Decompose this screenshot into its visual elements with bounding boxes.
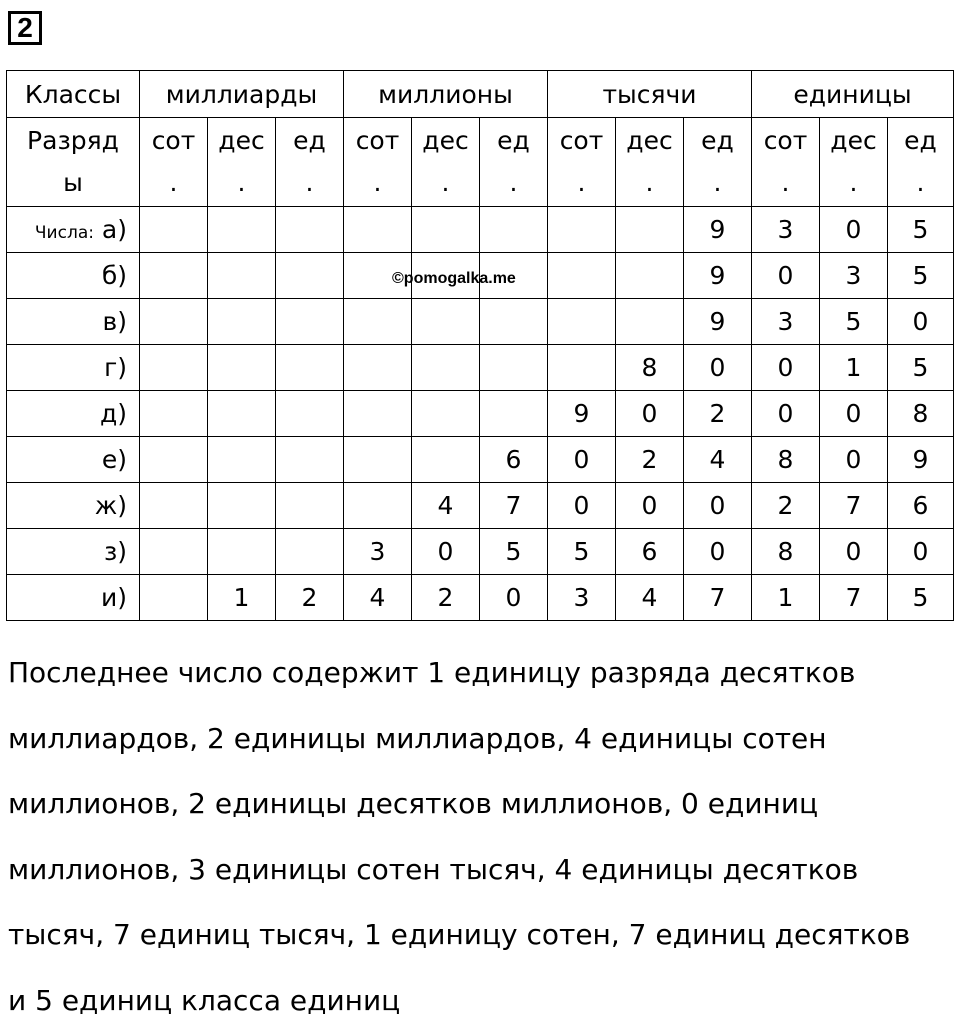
digit-cell xyxy=(208,253,276,299)
digit-cell xyxy=(548,253,616,299)
digit-cell xyxy=(616,253,684,299)
digit-cell: 4 xyxy=(684,437,752,483)
ranks-label xyxy=(7,118,140,207)
digit-cell: 0 xyxy=(412,529,480,575)
watermark-text: ©pomogalka.me xyxy=(392,270,516,288)
digit-cell xyxy=(208,529,276,575)
digit-cell xyxy=(344,207,412,253)
digit-cell: 9 xyxy=(548,391,616,437)
number-row-label xyxy=(7,345,140,391)
digit-cell xyxy=(140,299,208,345)
digit-cell: 7 xyxy=(684,575,752,621)
digit-cell: 5 xyxy=(888,253,954,299)
digit-cell: 5 xyxy=(820,299,888,345)
digit-cell xyxy=(276,253,344,299)
digit-cell xyxy=(548,207,616,253)
digit-cell: 1 xyxy=(820,345,888,391)
rank-header-cell xyxy=(208,118,276,207)
rank-abbrev-dot: . xyxy=(752,162,819,204)
digit-cell: 3 xyxy=(344,529,412,575)
digit-cell: 0 xyxy=(480,575,548,621)
digit-cell xyxy=(412,391,480,437)
numbers-prefix: Числа: xyxy=(35,223,94,243)
digit-cell xyxy=(208,437,276,483)
digit-cell: 4 xyxy=(344,575,412,621)
digit-cell: 2 xyxy=(752,483,820,529)
digit-cell: 8 xyxy=(616,345,684,391)
digit-cell xyxy=(412,437,480,483)
rank-abbrev: сот xyxy=(548,120,615,162)
rank-abbrev-dot: . xyxy=(820,162,887,204)
digit-cell: 0 xyxy=(820,391,888,437)
digit-cell xyxy=(412,207,480,253)
classes-header-row xyxy=(7,71,954,118)
digit-cell: 6 xyxy=(888,483,954,529)
digit-cell xyxy=(412,299,480,345)
row-letter: ж) xyxy=(95,491,127,520)
digit-cell: 7 xyxy=(480,483,548,529)
number-row xyxy=(7,483,954,529)
rank-header-cell xyxy=(820,118,888,207)
rank-abbrev-dot: . xyxy=(888,162,953,204)
digit-cell: 1 xyxy=(208,575,276,621)
rank-abbrev-dot: . xyxy=(344,162,411,204)
digit-cell: 7 xyxy=(820,575,888,621)
rank-header-cell xyxy=(412,118,480,207)
class-billions: миллиарды xyxy=(140,71,344,118)
digit-cell: 2 xyxy=(412,575,480,621)
digit-cell: 0 xyxy=(616,391,684,437)
digit-cell: 3 xyxy=(752,299,820,345)
class-thousands: тысячи xyxy=(548,71,752,118)
digit-cell: 0 xyxy=(752,253,820,299)
number-row-label xyxy=(7,299,140,345)
rank-header-cell xyxy=(888,118,954,207)
digit-cell: 1 xyxy=(752,575,820,621)
number-row xyxy=(7,437,954,483)
row-letter: з) xyxy=(104,537,127,566)
rank-header-cell xyxy=(616,118,684,207)
number-row-label xyxy=(7,529,140,575)
digit-cell xyxy=(276,345,344,391)
class-millions: миллионы xyxy=(344,71,548,118)
paragraph-line: и 5 единиц класса единиц xyxy=(8,968,953,1033)
digit-cell: 0 xyxy=(548,483,616,529)
digit-cell xyxy=(140,483,208,529)
digit-cell xyxy=(276,529,344,575)
number-row xyxy=(7,345,954,391)
rank-abbrev-dot: . xyxy=(616,162,683,204)
digit-cell: 0 xyxy=(684,483,752,529)
digit-cell: 0 xyxy=(684,529,752,575)
number-row-label xyxy=(7,207,140,253)
digit-cell: 5 xyxy=(480,529,548,575)
rank-abbrev: дес xyxy=(208,120,275,162)
digit-cell: 0 xyxy=(752,345,820,391)
row-letter: в) xyxy=(103,307,128,336)
digit-cell xyxy=(548,299,616,345)
digit-cell: 4 xyxy=(412,483,480,529)
digit-cell: 5 xyxy=(888,345,954,391)
number-row xyxy=(7,299,954,345)
digit-cell xyxy=(140,437,208,483)
rank-header-cell xyxy=(276,118,344,207)
rank-abbrev: ед xyxy=(684,120,751,162)
paragraph-line: миллионов, 3 единицы сотен тысяч, 4 единицы десятков xyxy=(8,837,953,903)
rank-abbrev-dot: . xyxy=(684,162,751,204)
digit-cell xyxy=(140,529,208,575)
row-letter: б) xyxy=(102,261,127,290)
digit-cell xyxy=(140,207,208,253)
digit-cell: 5 xyxy=(548,529,616,575)
rank-abbrev: ед xyxy=(888,120,953,162)
digit-cell: 9 xyxy=(684,253,752,299)
number-row-label xyxy=(7,483,140,529)
digit-cell: 9 xyxy=(684,299,752,345)
place-value-table xyxy=(6,70,954,621)
number-row xyxy=(7,207,954,253)
digit-cell xyxy=(480,299,548,345)
digit-cell: 8 xyxy=(752,529,820,575)
digit-cell xyxy=(140,253,208,299)
digit-cell: 8 xyxy=(752,437,820,483)
digit-cell: 0 xyxy=(820,437,888,483)
explanation-paragraph xyxy=(8,640,953,1033)
digit-cell xyxy=(276,391,344,437)
row-letter: д) xyxy=(100,399,127,428)
digit-cell: 8 xyxy=(888,391,954,437)
rank-abbrev-dot: . xyxy=(208,162,275,204)
rank-abbrev: сот xyxy=(344,120,411,162)
number-row-label xyxy=(7,253,140,299)
rank-abbrev: ед xyxy=(480,120,547,162)
number-row-label xyxy=(7,391,140,437)
rank-header-cell xyxy=(140,118,208,207)
digit-cell xyxy=(208,299,276,345)
number-row-label xyxy=(7,437,140,483)
task-number-badge: 2 xyxy=(8,11,42,45)
digit-cell: 9 xyxy=(888,437,954,483)
digit-cell: 3 xyxy=(820,253,888,299)
digit-cell: 0 xyxy=(888,299,954,345)
class-units: единицы xyxy=(752,71,954,118)
row-letter: а) xyxy=(102,215,127,244)
digit-cell: 0 xyxy=(752,391,820,437)
digit-cell: 5 xyxy=(888,207,954,253)
rank-header-cell xyxy=(548,118,616,207)
paragraph-line: тысяч, 7 единиц тысяч, 1 единицу сотен, 7 единиц десятков xyxy=(8,902,953,968)
number-row-label xyxy=(7,575,140,621)
ranks-label-part: ы xyxy=(7,162,139,204)
rank-abbrev-dot: . xyxy=(140,162,207,204)
digit-cell: 5 xyxy=(888,575,954,621)
rank-abbrev: дес xyxy=(412,120,479,162)
rank-header-cell xyxy=(480,118,548,207)
rank-abbrev-dot: . xyxy=(412,162,479,204)
paragraph-line: миллиардов, 2 единицы миллиардов, 4 единицы сотен xyxy=(8,706,953,772)
digit-cell: 2 xyxy=(616,437,684,483)
digit-cell xyxy=(208,345,276,391)
ranks-header-row xyxy=(7,118,954,207)
paragraph-line: Последнее число содержит 1 единицу разряда десятков xyxy=(8,640,953,706)
rank-abbrev-dot: . xyxy=(548,162,615,204)
digit-cell xyxy=(344,299,412,345)
digit-cell: 7 xyxy=(820,483,888,529)
digit-cell xyxy=(140,575,208,621)
number-row xyxy=(7,575,954,621)
row-letter: и) xyxy=(101,583,127,612)
digit-cell: 0 xyxy=(820,529,888,575)
digit-cell xyxy=(208,483,276,529)
digit-cell: 0 xyxy=(820,207,888,253)
digit-cell xyxy=(208,391,276,437)
digit-cell: 0 xyxy=(616,483,684,529)
digit-cell: 3 xyxy=(548,575,616,621)
row-letter: е) xyxy=(102,445,127,474)
digit-cell xyxy=(208,207,276,253)
digit-cell xyxy=(344,437,412,483)
paragraph-line: миллионов, 2 единицы десятков миллионов, 0 единиц xyxy=(8,771,953,837)
digit-cell: 6 xyxy=(616,529,684,575)
number-row xyxy=(7,391,954,437)
ranks-label-part: Разряд xyxy=(7,120,139,162)
rank-abbrev: сот xyxy=(140,120,207,162)
rank-abbrev: ед xyxy=(276,120,343,162)
digit-cell: 0 xyxy=(548,437,616,483)
digit-cell xyxy=(276,437,344,483)
rank-abbrev-dot: . xyxy=(480,162,547,204)
digit-cell: 2 xyxy=(276,575,344,621)
digit-cell xyxy=(480,391,548,437)
digit-cell xyxy=(480,207,548,253)
rank-abbrev: дес xyxy=(616,120,683,162)
digit-cell xyxy=(276,207,344,253)
digit-cell xyxy=(616,207,684,253)
digit-cell xyxy=(140,391,208,437)
digit-cell xyxy=(548,345,616,391)
digit-cell xyxy=(412,345,480,391)
digit-cell: 0 xyxy=(888,529,954,575)
digit-cell xyxy=(616,299,684,345)
digit-cell xyxy=(276,483,344,529)
digit-cell: 6 xyxy=(480,437,548,483)
digit-cell: 3 xyxy=(752,207,820,253)
rank-abbrev-dot: . xyxy=(276,162,343,204)
rank-header-cell xyxy=(344,118,412,207)
digit-cell xyxy=(140,345,208,391)
number-row xyxy=(7,529,954,575)
digit-cell: 2 xyxy=(684,391,752,437)
rank-abbrev: дес xyxy=(820,120,887,162)
digit-cell: 9 xyxy=(684,207,752,253)
digit-cell: 0 xyxy=(684,345,752,391)
digit-cell xyxy=(344,391,412,437)
rank-abbrev: сот xyxy=(752,120,819,162)
digit-cell xyxy=(480,345,548,391)
digit-cell xyxy=(344,345,412,391)
classes-label: Классы xyxy=(7,71,140,118)
digit-cell: 4 xyxy=(616,575,684,621)
rank-header-cell xyxy=(684,118,752,207)
rank-header-cell xyxy=(752,118,820,207)
digit-cell xyxy=(276,299,344,345)
digit-cell xyxy=(344,483,412,529)
row-letter: г) xyxy=(104,353,127,382)
